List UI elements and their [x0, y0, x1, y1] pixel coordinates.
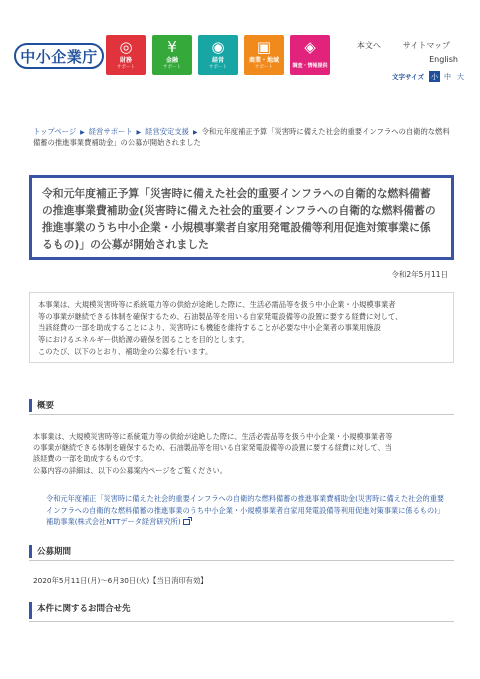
category-info[interactable] — [290, 35, 330, 75]
intro-line: このたび、以下のとおり、補助金の公募を行います。 — [38, 346, 213, 356]
overview-heading: 概要 — [29, 399, 454, 415]
category-label: 商業・地域 — [248, 57, 279, 64]
category-sub: サポート — [209, 65, 227, 70]
business-icon: ▣ — [256, 38, 272, 56]
font-size-large-button[interactable]: 大 — [457, 72, 464, 81]
funding-icon: ◎ — [119, 38, 133, 56]
overview-line: の事業が継続できる体制を確保するため、石油製品等を用いる自家発電設備等の設置に要する経費に対して、当 — [33, 443, 392, 453]
page-title: 令和元年度補正予算「災害時に備えた社会的重要インフラへの自衛的な燃料備蓄の推進事業費補助金(災害時に備えた社会的重要インフラへの自衛的な燃料備蓄の推進事業のうち中小企業・小規模事業者自家用発電設備等利用促進対策事業に係るもの)」の公募が開始されました — [42, 187, 436, 251]
breadcrumb-arrow-icon: ▶ — [192, 129, 198, 136]
breadcrumb-arrow-icon: ▶ — [80, 129, 85, 136]
category-sub: サポート — [255, 65, 273, 70]
category-sub: サポート — [117, 65, 135, 70]
overview-line: 本事業は、大規模災害時等に系統電力等の供給が途絶した際に、生活必需品等を扱う中小企業・小規模事業者等 — [33, 432, 393, 441]
publish-date: 令和2年5月11日 — [391, 270, 448, 279]
management-icon: ◉ — [211, 38, 225, 56]
period-text: 2020年5月11日(月)～6月30日(火)【当日消印有効】 — [33, 576, 208, 585]
category-label: 財務 — [119, 57, 132, 64]
category-management[interactable] — [198, 35, 238, 75]
overview-line: 該経費の一部を助成するものです。 — [33, 454, 148, 464]
breadcrumb-stability-support[interactable]: 経営安定支援 — [145, 127, 189, 136]
overview-line: 公募内容の詳細は、以下の公募案内ページをご覧ください。 — [33, 465, 227, 475]
overview-text — [33, 431, 453, 476]
external-link-icon — [183, 519, 190, 525]
period-heading: 公募期間 — [29, 545, 454, 561]
header-links — [357, 40, 450, 51]
skip-to-content-link[interactable]: 本文へ — [356, 41, 381, 50]
finance-icon: ¥ — [167, 38, 177, 56]
font-size-switcher — [392, 71, 466, 82]
font-size-small-button[interactable]: 小 — [431, 72, 438, 81]
font-size-medium-button[interactable]: 中 — [444, 72, 451, 81]
site-logo[interactable]: 中小企業庁 — [14, 43, 104, 69]
application-guide-link-text[interactable]: 令和元年度補正「災害時に備えた社会的重要インフラへの自衛的な燃料備蓄の推進事業費補助金(災害時に備えた社会的重要インフラへの自衛的な燃料備蓄の推進事業のうち中小企業・小規模事業者自家用発電設備等利用促進対策事業に係るもの)」補助事業(株式会社NTTデータ経営研究所) — [46, 494, 445, 527]
category-business[interactable] — [244, 35, 284, 75]
intro-line: 当該経費の一部を助成することにより、災害時にも機能を維持することが必要な中小企業者の事業用施設 — [38, 323, 381, 333]
category-funding[interactable] — [106, 35, 146, 75]
breadcrumb-current: 令和元年度補正予算「災害時に備えた社会的重要インフラへの自衛的な燃料備蓄の推進事業費補助金」の公募が開始されました — [33, 127, 450, 147]
intro-line: 等におけるエネルギー供給源の確保を図ることを目的とします。 — [38, 335, 250, 345]
intro-line: 等の事業が継続できる体制を確保するため、石油製品等を用いる自家発電設備等の設置に要する経費に対して、 — [38, 311, 403, 321]
contact-heading: 本件に関するお問合せ先 — [29, 602, 454, 622]
breadcrumb-arrow-icon: ▶ — [136, 129, 142, 136]
sitemap-link[interactable]: サイトマップ — [402, 41, 450, 50]
english-link[interactable]: English — [429, 55, 458, 64]
info-icon: ◈ — [304, 38, 316, 56]
intro-box — [29, 292, 454, 363]
font-size-label: 文字サイズ — [392, 73, 424, 81]
category-label: 経営 — [211, 57, 224, 64]
category-nav — [106, 35, 330, 75]
category-label: 金融 — [165, 57, 178, 64]
breadcrumb — [33, 127, 453, 148]
breadcrumb-home[interactable]: トップページ — [33, 127, 77, 136]
category-label: 調査・情報提供 — [292, 63, 328, 69]
category-sub: サポート — [163, 65, 181, 70]
breadcrumb-management-support[interactable]: 経営サポート — [88, 127, 133, 136]
page-title-box — [29, 175, 454, 260]
application-guide-link[interactable] — [46, 493, 446, 528]
intro-line: 本事業は、大規模災害時等に系統電力等の供給が途絶した際に、生活必需品等を扱う中小企業・小規模事業者 — [38, 300, 396, 309]
category-finance[interactable] — [152, 35, 192, 75]
